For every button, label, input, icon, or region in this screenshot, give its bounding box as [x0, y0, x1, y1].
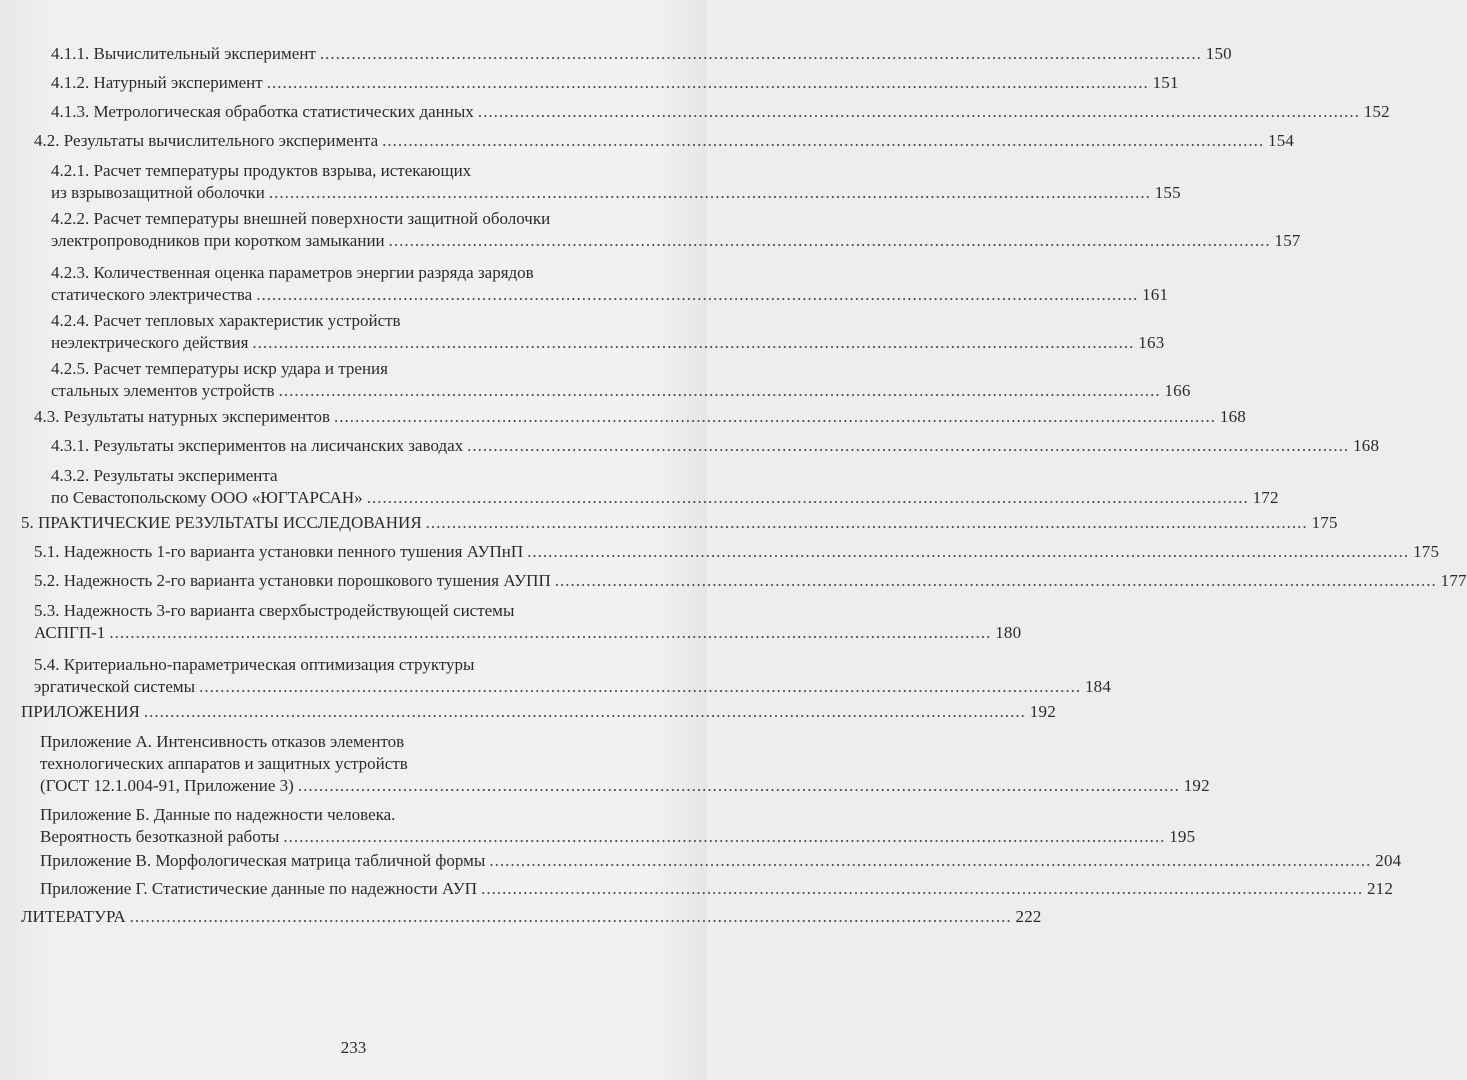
dot-leader: ........................................................................................................................................................................ [467, 436, 1350, 455]
toc-entry-page-number: 175 [1311, 513, 1338, 532]
toc-entry-first-line: 4.2.1. Расчет температуры продуктов взрыва, истекающих [51, 161, 472, 180]
toc-entry-title: 4.3.1. Результаты экспериментов на лисичанских заводах [51, 436, 464, 455]
toc-entry [34, 654, 1112, 698]
toc-entry-title: 4.1.1. Вычислительный эксперимент [51, 44, 316, 63]
toc-entry-page-number: 161 [1142, 284, 1169, 304]
toc-entry-last-line [34, 622, 1022, 644]
toc-entry [51, 358, 1191, 402]
toc-entry-page-number: 192 [1029, 702, 1056, 721]
toc-entry-last-line [40, 878, 1394, 900]
toc-entry-first-line: 4.3.2. Результаты эксперимента [51, 466, 278, 485]
toc-entry-page-number: 150 [1205, 44, 1232, 63]
dot-leader: ........................................................................................................................................................................ [425, 513, 1308, 532]
toc-entry-last-line [34, 676, 1112, 698]
toc-entry-page-number: 212 [1366, 879, 1394, 898]
toc-entry-title: ЛИТЕРАТУРА [21, 907, 126, 926]
toc-entry-title: 4.3. Результаты натурных экспериментов [34, 407, 331, 426]
toc-entry-title: ПРИЛОЖЕНИЯ [21, 702, 140, 721]
toc-entry-last-line [51, 230, 1301, 252]
toc-entry-page-number: 204 [1375, 851, 1402, 870]
toc-entry-last-line [34, 541, 1440, 563]
dot-leader: ........................................................................................................................................................................ [554, 571, 1437, 590]
dot-leader: ........................................................................................................................................................................ [252, 332, 1135, 352]
toc-entry [40, 878, 1394, 900]
toc-entry [51, 435, 1380, 457]
dot-leader: ........................................................................................................................................................................ [382, 131, 1265, 150]
toc-entry [51, 262, 1169, 306]
toc-entry [34, 130, 1295, 152]
dot-leader: ........................................................................................................................................................................ [199, 676, 1082, 696]
toc-entry [51, 310, 1165, 354]
toc-entry-last-line [51, 43, 1232, 65]
toc-entry-title: Приложение Г. Статистические данные по надежности АУП [40, 879, 478, 898]
toc-entry [21, 701, 1056, 723]
toc-entry-page-number: 168 [1353, 436, 1380, 455]
toc-entry [51, 101, 1390, 123]
toc-entry-last-line [51, 284, 1169, 306]
toc-entry-page-number: 151 [1152, 73, 1179, 92]
dot-leader: ........................................................................................................................................................................ [297, 775, 1180, 795]
toc-entry-title: (ГОСТ 12.1.004-91, Приложение 3) [40, 775, 294, 795]
dot-leader: ........................................................................................................................................................................ [489, 851, 1372, 870]
toc-entry-last-line [51, 380, 1191, 402]
toc-entry-first-line: 5.4. Критериально-параметрическая оптимизация структуры [34, 655, 475, 674]
dot-leader: ........................................................................................................................................................................ [334, 407, 1217, 426]
toc-entry-title: 5.2. Надежность 2-го варианта установки порошкового тушения АУПП [34, 571, 551, 590]
dot-leader: ........................................................................................................................................................................ [481, 879, 1364, 898]
toc-entry-page-number: 163 [1138, 332, 1165, 352]
toc-entry [40, 804, 1196, 848]
toc-entry-title: Вероятность безотказной работы [40, 826, 280, 846]
toc-entry [34, 600, 1022, 644]
dot-leader: ........................................................................................................................................................................ [109, 622, 992, 642]
toc-entry-page-number: 222 [1015, 907, 1042, 926]
toc-entry-last-line [34, 570, 1467, 592]
toc-entry-title: АСПГП-1 [34, 622, 106, 642]
toc-entry-last-line [51, 101, 1390, 123]
toc-entry [34, 541, 1440, 563]
toc-entry-last-line [40, 850, 1402, 872]
toc-entry-first-line: 5.3. Надежность 3-го варианта сверхбыстродействующей системы [34, 601, 515, 620]
toc-entry-last-line [34, 406, 1247, 428]
dot-leader: ........................................................................................................................................................................ [278, 380, 1161, 400]
toc-entry-page-number: 155 [1154, 182, 1181, 202]
toc-entry [51, 208, 1301, 252]
dot-leader: ........................................................................................................................................................................ [477, 102, 1360, 121]
toc-entry-title: Приложение В. Морфологическая матрица табличной формы [40, 851, 486, 870]
toc-entry-first-line: Приложение Б. Данные по надежности человека. [40, 805, 396, 824]
dot-leader: ........................................................................................................................................................................ [388, 230, 1271, 250]
toc-entry [40, 850, 1402, 872]
toc-entry-last-line [34, 130, 1295, 152]
toc-entry-title: стальных элементов устройств [51, 380, 275, 400]
dot-leader: ........................................................................................................................................................................ [143, 702, 1026, 721]
dot-leader: ........................................................................................................................................................................ [129, 907, 1012, 926]
toc-entry-page-number: 166 [1164, 380, 1191, 400]
toc-entry-second-line: технологических аппаратов и защитных устройств [40, 753, 408, 773]
toc-entry [34, 406, 1247, 428]
toc-entry-last-line [21, 701, 1056, 723]
dot-leader: ........................................................................................................................................................................ [256, 284, 1139, 304]
toc-entry-last-line [51, 435, 1380, 457]
toc-entry-title: 5. ПРАКТИЧЕСКИЕ РЕЗУЛЬТАТЫ ИССЛЕДОВАНИЯ [21, 513, 422, 532]
toc-entry-title: 5.1. Надежность 1-го варианта установки пенного тушения АУПнП [34, 542, 524, 561]
toc-entry-page-number: 172 [1252, 487, 1279, 507]
toc-entry-title: неэлектрического действия [51, 332, 249, 352]
toc-entry-title: статического электричества [51, 284, 253, 304]
toc-entry-first-line: 4.2.5. Расчет температуры искр удара и трения [51, 359, 388, 378]
toc-entry-first-line: 4.2.2. Расчет температуры внешней поверхности защитной оболочки [51, 209, 551, 228]
toc-entry [34, 570, 1467, 592]
toc-entry-first-line: 4.2.4. Расчет тепловых характеристик устройств [51, 311, 401, 330]
toc-entry-page-number: 192 [1183, 775, 1210, 795]
toc-entry-last-line [21, 512, 1338, 534]
toc-entry-title: 4.1.2. Натурный эксперимент [51, 73, 263, 92]
toc-entry [51, 160, 1181, 204]
toc-entry [40, 731, 1210, 796]
toc-entry-page-number: 195 [1169, 826, 1196, 846]
toc-entry-page-number: 177 [1440, 571, 1467, 590]
toc-entry-last-line [51, 332, 1165, 354]
toc-entry-page-number: 152 [1363, 102, 1390, 121]
toc-entry-page-number: 157 [1274, 230, 1301, 250]
toc-entry-page-number: 168 [1219, 407, 1247, 426]
dot-leader: ........................................................................................................................................................................ [268, 182, 1151, 202]
dot-leader: ........................................................................................................................................................................ [266, 73, 1149, 92]
dot-leader: ........................................................................................................................................................................ [527, 542, 1410, 561]
toc-entry-last-line [21, 906, 1042, 928]
toc-entry-last-line [40, 775, 1210, 797]
toc-entry-page-number: 154 [1268, 131, 1295, 150]
toc-entry-last-line [51, 182, 1181, 204]
toc-entry-title: 4.1.3. Метрологическая обработка статистических данных [51, 102, 474, 121]
toc-entry [51, 72, 1179, 94]
toc-entry-page-number: 175 [1413, 542, 1440, 561]
toc-entry-title: эргатической системы [34, 676, 196, 696]
dot-leader: ........................................................................................................................................................................ [283, 826, 1166, 846]
toc-entry-title: электропроводников при коротком замыкании [51, 230, 385, 250]
dot-leader: ........................................................................................................................................................................ [366, 487, 1249, 507]
toc-entry [21, 906, 1042, 928]
toc-entry-page-number: 184 [1084, 676, 1112, 696]
toc-entry-first-line: 4.2.3. Количественная оценка параметров энергии разряда зарядов [51, 263, 534, 282]
toc-entry [51, 43, 1232, 65]
toc-entry-last-line [51, 487, 1279, 509]
dot-leader: ........................................................................................................................................................................ [319, 44, 1202, 63]
toc-entry-first-line: Приложение А. Интенсивность отказов элементов [40, 732, 405, 751]
page-number: 233 [340, 1038, 367, 1057]
toc-entry-title: по Севастопольскому ООО «ЮГТАРСАН» [51, 487, 363, 507]
toc-entry [51, 465, 1279, 509]
toc-entry-title: 4.2. Результаты вычислительного эксперимента [34, 131, 379, 150]
toc-entry [21, 512, 1338, 534]
toc-entry-last-line [51, 72, 1179, 94]
toc-entry-page-number: 180 [995, 622, 1022, 642]
toc-entry-title: из взрывозащитной оболочки [51, 182, 265, 202]
toc-entry-last-line [40, 826, 1196, 848]
